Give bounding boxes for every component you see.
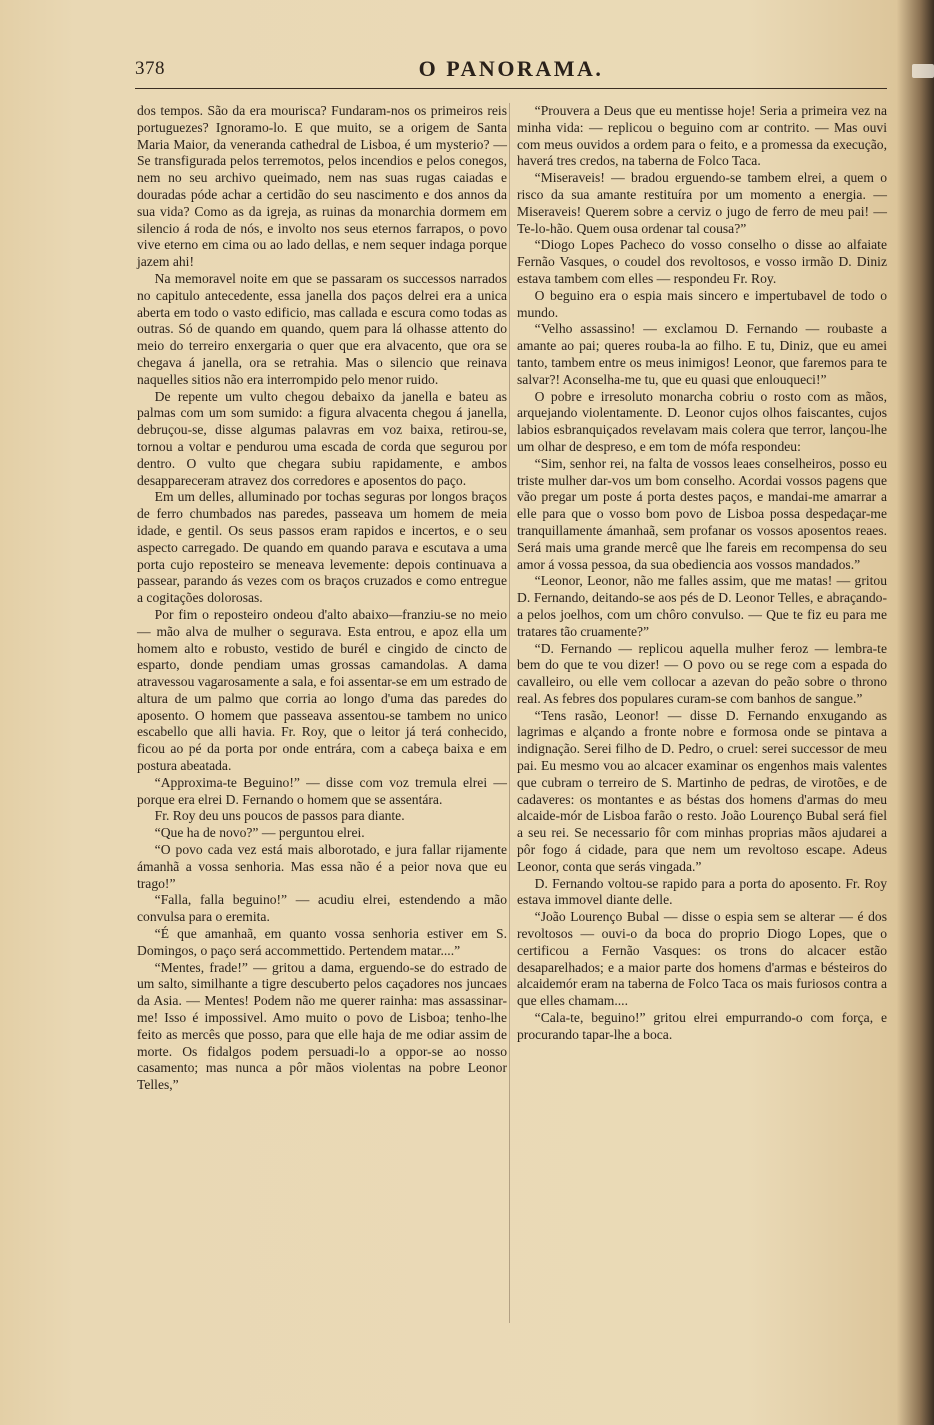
paragraph: “Mentes, frade!” — gritou a dama, erguendo-se do estrado de um salto, similhante a tigre descuberto pelos caçadores nos juncaes da Asia. — Mentes! Podem não me querer rainha: mas assassinar-me! Isso é impossivel. Amo muito o povo de Lisboa; tenho-lhe feito as mercês que posso, para que elle haja de me odiar assim de morte. Os fidalgos podem persuadi-lo a oppor-se ao nosso casamento; mas nunca a pôr mãos violentas na pobre Leonor Telles,” bbox=[137, 959, 507, 1093]
paragraph: Fr. Roy deu uns poucos de passos para diante. bbox=[154, 808, 405, 824]
paragraph: Em um delles, alluminado por tochas seguras por longos braços de ferro chumbados nas paredes, passeava um homem de meia idade, e gentil. Os seus passos eram rapidos e incertos, e o seu aspecto carregado. De quando em quando parava e escutava a uma porta cujo reposteiro se meneava levemente: depois continuava a passear, parando ás vezes com os braços cruzados e como entregue a cogitações dolorosas. bbox=[137, 489, 507, 606]
paragraph: “Prouvera a Deus que eu mentisse hoje! Seria a primeira vez na minha vida: — replicou o beguino com ar contrito. — Mas ouvi com meus ouvidos a ordem para o feito, e a promessa da execução, haverá tres credos, na taberna de Folco Taca. bbox=[517, 103, 887, 169]
paragraph: Na memoravel noite em que se passaram os successos narrados no capitulo antecedente, essa janella dos paços delrei era a unica aberta em todo o vasto edificio, mas callada e escura como todas as outras. Só de quando em quando, quem para lá olhasse attento do meio do terreiro enxergaria o quer que era alvacento, que ora se chegava á janella, ora se retrahia. Mas o silencio que reinava naquelles sitios não era interrompido pelo menor ruido. bbox=[137, 270, 507, 387]
column-divider bbox=[509, 103, 510, 1323]
paragraph: “D. Fernando — replicou aquella mulher feroz — lembra-te bem do que te vou dizer! — O povo ou se rege com a espada do cavalleiro, ou elle vem collocar a azevan do peão sobre o throno real. As febres dos populares curam-se com banhos de sangue.” bbox=[517, 640, 887, 706]
paragraph: “Falla, falla beguino!” — acudiu elrei, estendendo a mão convulsa para o eremita. bbox=[137, 892, 507, 925]
paragraph: “Miseraveis! — bradou erguendo-se tambem elrei, a quem o risco da sua amante restituíra por um momento a energia. — Miseraveis! Querem sobre a cerviz o jugo de ferro de meu pai! — Te-lo-hão. Quem ousa ordenar tal cousa?” bbox=[517, 170, 887, 236]
paragraph: “O povo cada vez está mais alborotado, e jura fallar rijamente ámanhã a vossa senhoria. Mas essa não é a peior nova que eu trago!” bbox=[137, 842, 507, 891]
paragraph: “Approxima-te Beguino!” — disse com voz tremula elrei — porque era elrei D. Fernando o homem que se assentára. bbox=[137, 774, 507, 807]
paragraph: Por fim o reposteiro ondeou d'alto abaixo—franziu-se no meio — mão alva de mulher o segurava. Esta entrou, e apoz ella um homem alto e robusto, vestido de burél e cingido de cincto de esparto, donde pendiam umas grossas camandolas. A dama atravessou vagarosamente a sala, e foi assentar-se em um estrado de altura de um palmo que corria ao longo d'uma das paredes do aposento. O homem que passeava assentou-se tambem no unico escabello que alli havia. Fr. Roy, que o leitor já terá conhecido, ficou ao pé da porta por onde entrára, com a cabeça baixa e em postura abeatada. bbox=[137, 606, 508, 774]
left-column bbox=[137, 103, 507, 1094]
paragraph: D. Fernando voltou-se rapido para a porta do aposento. Fr. Roy estava immovel diante delle. bbox=[517, 875, 887, 908]
right-column bbox=[517, 103, 887, 1044]
paragraph: “João Lourenço Bubal — disse o espia sem se alterar — é dos revoltosos — ouvi-o da boca do proprio Diogo Lopes, que o certificou a Fernão Vasques: os trons do alcacer estão desaparelhados; e a maior parte dos homens d'armas e bésteiros do alcaidemór eram na taberna de Folco Taca os mais furiosos contra a que elles chamam.... bbox=[517, 909, 887, 1009]
paragraph: “Sim, senhor rei, na falta de vossos leaes conselheiros, posso eu triste mulher dar-vos um bom conselho. Acordai vossos pagens que vão pregar um poste á porta destes paços, e mandai-me amarrar a elle para que o vosso bom povo de Lisboa possa despedaçar-me tranquillamente ámanhaã, sem profanar os vossos aposentos reaes. Será mais uma grande mercê que lhe fareis em recompensa do seu amor á vossa pessoa, da sua obediencia aos vossos mandados.” bbox=[517, 455, 887, 572]
page-number: 378 bbox=[135, 58, 165, 79]
page-header bbox=[135, 56, 887, 86]
paragraph: “Velho assassino! — exclamou D. Fernando — roubaste a amante ao pai; queres rouba-la ao filho. E tu, Diniz, que eu amei tanto, tambem entre os meus inimigos! Leonor, que faremos para te salvar?! Aconselha-me tu, que eu quasi que enlouqueci!” bbox=[517, 321, 887, 387]
paragraph: “Cala-te, beguino!” gritou elrei empurrando-o com força, e procurando tapar-lhe a boca. bbox=[517, 1010, 887, 1042]
page-edge-label bbox=[912, 64, 934, 78]
paragraph: O beguino era o espia mais sincero e impertubavel de todo o mundo. bbox=[517, 287, 887, 320]
paragraph: “Leonor, Leonor, não me falles assim, que me matas! — gritou D. Fernando, deitando-se aos pés de D. Leonor Telles, e abraçando-a pelos joelhos, com um chôro convulso. — Que te fiz eu para me tratares tão cruamente?” bbox=[517, 573, 887, 639]
running-title: O PANORAMA. bbox=[418, 56, 604, 81]
paragraph: “Que ha de novo?” — perguntou elrei. bbox=[154, 825, 365, 841]
paragraph: “É que amanhaã, em quanto vossa senhoria estiver em S. Domingos, o paço será accommettido. Pertendem matar....” bbox=[137, 926, 507, 958]
paragraph: “Tens rasão, Leonor! — disse D. Fernando enxugando as lagrimas e alçando a fronte nobre e formosa onde se pintava a indignação. Serei filho de D. Pedro, o cruel: serei successor de meu pai. Eu mesmo vou ao alcacer examinar os engenhos mais valentes que cubram o terreiro de S. Martinho de pedras, de virotões, e de cadaveres: os montantes e as béstas dos homens d'armas do meu alcaide-mór de Lisboa farão o resto. João Lourenço Bubal será fiel a seu rei. Se necessario fôr com minhas proprias mãos ajudarei a pôr fogo á cidade, para que nem um revoltoso escape. Adeus Leonor, conta que serás vingada.” bbox=[517, 707, 887, 874]
paragraph: dos tempos. São da era mourisca? Fundaram-nos os primeiros reis portuguezes? Ignoramo-lo. E que muito, se a origem de Santa Maria Maior, da veneranda cathedral de Lisboa, é um mysterio? — Se transfigurada pelos terremotos, pelos incendios e pelos conegos, nem no seu archivo queimado, nem nas suas rugas caiadas e douradas póde achar a certidão do seu nascimento e dos annos da sua vida? Como as da igreja, as ruinas da monarchia dormem em silencio á roda de nós, e involto nos seus eternos farrapos, o povo vive eterno em cima ou ao lado dellas, e nem sequer indaga porque jazem ahi! bbox=[137, 103, 507, 270]
paragraph: De repente um vulto chegou debaixo da janella e bateu as palmas com um som sumido: a figura alvacenta chegou á janella, debruçou-se, disse algumas palavras em voz baixa, retirou-se, tornou a voltar e pendurou uma escada de corda que segurou por dentro. O vulto que chegara subiu rapidamente, e ambos desappareceram atravez dos corredores e aposentos do paço. bbox=[137, 388, 507, 488]
paragraph: O pobre e irresoluto monarcha cobriu o rosto com as mãos, arquejando violentamente. D. Leonor cujos olhos faiscantes, cujos labios esbranquiçados revelavam mais colera que terror, lançou-lhe um olhar de despreso, e em tom de mófa respondeu: bbox=[517, 388, 887, 454]
header-rule bbox=[135, 88, 887, 89]
paragraph: “Diogo Lopes Pacheco do vosso conselho o disse ao alfaiate Fernão Vasques, o coudel dos revoltosos, e vosso irmão D. Diniz estava tambem com elles — respondeu Fr. Roy. bbox=[517, 237, 887, 286]
